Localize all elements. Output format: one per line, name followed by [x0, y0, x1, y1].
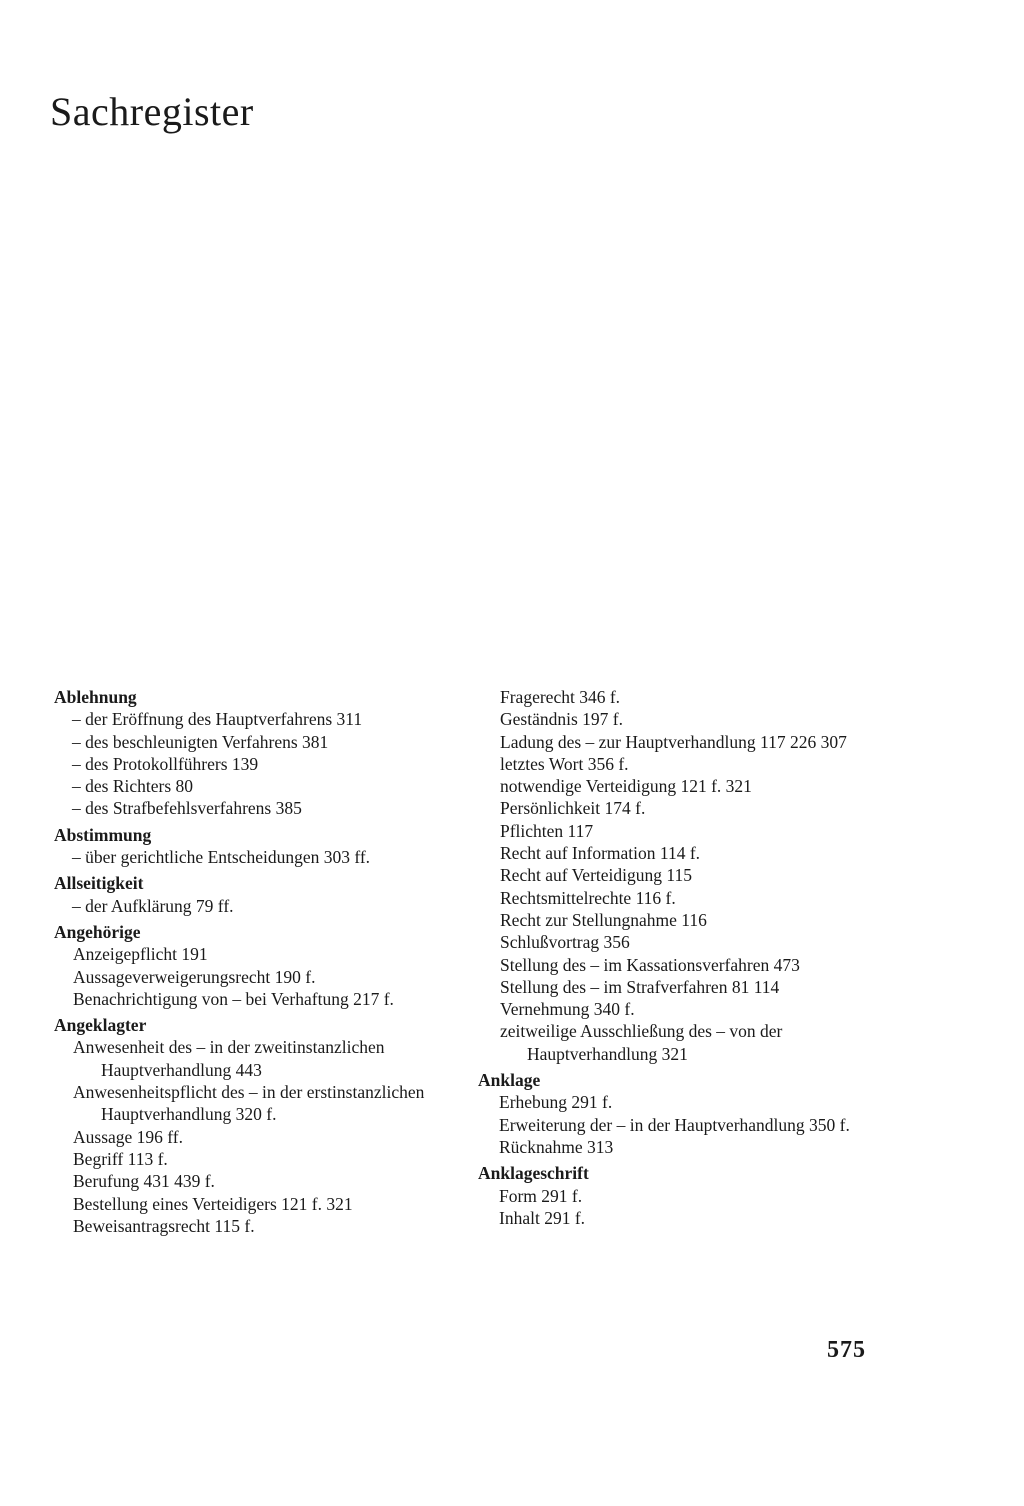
index-subentry: letztes Wort 356 f. — [500, 753, 629, 774]
index-subentry: Anwesenheit des – in der zweitinstanzlichen Hauptverhandlung 443 — [73, 1037, 385, 1080]
index-subentry: – des Strafbefehlsverfahrens 385 — [72, 798, 302, 819]
index-entry — [478, 686, 878, 1065]
index-subentry: Bestellung eines Verteidigers 121 f. 321 — [73, 1193, 353, 1214]
index-subentry: Erweiterung der – in der Hauptverhandlung 350 f. — [499, 1114, 850, 1135]
index-subentry: Schlußvortrag 356 — [500, 932, 630, 953]
index-entry — [478, 1162, 878, 1229]
index-subentry: Ladung des – zur Hauptverhandlung 117 226 307 — [500, 731, 847, 752]
page-number: 575 — [827, 1337, 866, 1363]
index-subentry: Begriff 113 f. — [73, 1148, 168, 1169]
index-subentry: – des Richters 80 — [72, 776, 194, 797]
index-entry — [54, 921, 454, 1010]
index-subentry: notwendige Verteidigung 121 f. 321 — [500, 776, 752, 797]
index-entry — [54, 686, 454, 820]
index-subentry: Fragerecht 346 f. — [500, 687, 621, 707]
index-column-right — [478, 686, 878, 1233]
index-subentry: Berufung 431 439 f. — [73, 1171, 215, 1192]
index-subentry: Rechtsmittelrechte 116 f. — [500, 887, 676, 908]
index-heading: Anklage — [478, 1070, 541, 1091]
index-subentry: Geständnis 197 f. — [500, 709, 623, 730]
index-heading: Allseitigkeit — [54, 873, 144, 894]
index-heading: Abstimmung — [54, 824, 152, 845]
index-entry — [54, 1014, 454, 1237]
index-entry — [54, 824, 454, 869]
index-subentry: – über gerichtliche Entscheidungen 303 ff. — [72, 847, 371, 868]
index-subentry: – der Eröffnung des Hauptverfahrens 311 — [72, 709, 363, 730]
index-heading: Ablehnung — [54, 687, 137, 707]
index-subentry: Persönlichkeit 174 f. — [500, 798, 646, 819]
index-subentry: – des beschleunigten Verfahrens 381 — [72, 731, 329, 752]
index-column-left — [54, 686, 454, 1241]
index-subentry: Inhalt 291 f. — [499, 1207, 586, 1228]
index-subentry: Erhebung 291 f. — [499, 1092, 613, 1113]
page-title: Sachregister — [50, 89, 254, 134]
index-subentry: Stellung des – im Kassationsverfahren 473 — [500, 954, 800, 975]
index-entry — [478, 1069, 878, 1158]
index-subentry: zeitweilige Ausschließung des – von der Hauptverhandlung 321 — [500, 1021, 783, 1064]
index-subentry: Aussage 196 ff. — [73, 1126, 184, 1147]
index-subentry: – der Aufklärung 79 ff. — [72, 895, 234, 916]
index-entry — [54, 872, 454, 917]
index-heading: Anklageschrift — [478, 1163, 589, 1184]
index-subentry: Recht auf Information 114 f. — [500, 843, 701, 864]
index-subentry: Recht zur Stellungnahme 116 — [500, 909, 707, 930]
index-subentry: Form 291 f. — [499, 1185, 583, 1206]
index-subentry: Recht auf Verteidigung 115 — [500, 865, 692, 886]
index-subentry: Beweisantragsrecht 115 f. — [73, 1215, 255, 1236]
index-subentry: Stellung des – im Strafverfahren 81 114 — [500, 976, 780, 997]
index-subentry: Anzeigepflicht 191 — [73, 944, 208, 965]
index-heading: Angeklagter — [54, 1015, 147, 1036]
index-subentry: Aussageverweigerungsrecht 190 f. — [73, 966, 316, 987]
index-subentry: Pflichten 117 — [500, 820, 594, 841]
index-subentry: – des Protokollführers 139 — [72, 753, 259, 774]
index-subentry: Anwesenheitspflicht des – in der erstinstanzlichen Hauptverhandlung 320 f. — [73, 1082, 425, 1125]
index-subentry: Vernehmung 340 f. — [500, 999, 635, 1020]
index-subentry: Rücknahme 313 — [499, 1136, 614, 1157]
index-heading: Angehörige — [54, 921, 141, 942]
index-subentry: Benachrichtigung von – bei Verhaftung 217 f. — [73, 988, 394, 1009]
